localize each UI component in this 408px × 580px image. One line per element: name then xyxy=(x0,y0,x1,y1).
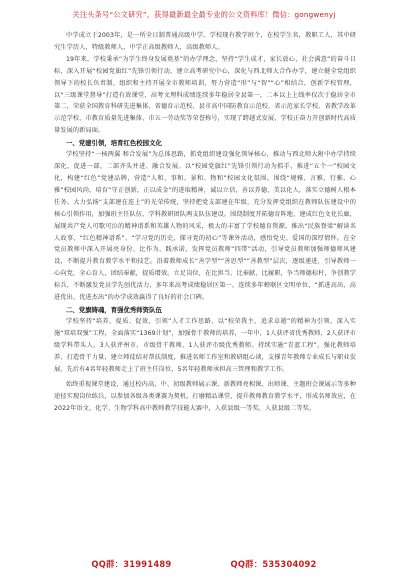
footer-contacts xyxy=(0,558,408,570)
paragraph-classroom: 始终重视课堂建设，通过校内高、中、初级教师展示课、新教师亮相课、出师课、主题班会课展示等多种途径实现岗位练兵，以参加各级各类课赛为契机，打磨精品课堂，提升教师教育教学水平，形成名师效应，在2022年语文、化学、生物学科高中教师教学技能大赛中，人获县级一等奖，人获县级二等奖， xyxy=(54,381,356,413)
promo-banner: 关注头条号“公文研究”，获得最新最全最专业的公文资料库！微信：gongwenyj xyxy=(72,10,336,19)
article-body xyxy=(54,30,356,415)
paragraph-party-building: 学校坚持“一核两翼 和合发展”为总体思路，抓党组织建设强化领导核心，推动与西北师大附中办学持续深化，促进一部、二部齐头并进、融合发展。以“校园党旗红”先锋引领行动为抓手，推进“五个一”校园文化，构建“红色”党建品牌，营造“人和、事和、景和、物和”校园文化氛围。围绕“境雅、言雅、行雅、心雅”校园风尚，培育“守正创新，正以成金”的进取精神，诚以立信，善以养德，美以化人，落实立德树人根本任务。大力弘扬“支部建在连上”的光荣传统，坚持把党支部建在年级，充分发挥党组织在教师队伍建设中的核心引领作用，加强班主任队伍、学科教研团队两支队伍建设。围绕制度开拓德育阵地，建成红色文化长廊，展现共产党人可歌可泣的精神谱系和英雄人物的风采，极大的丰富了学校德育资源。推出“民族脊梁”解读名人故事，“红色精神谱系”、“学习党的历史，探寻党的初心”等课外活动，感悟党史、爱国的深厚情怀。在全党员教师中深入开展亮身份、比作为、践承诺，发挥党员教师“四带”活动，引导党员教师加强师德师风建设，不断提升教育教学水平和技艺。沿着教师成长“善学型”“善思型”“善教型”层次，逐级递进，引导教师一心向党，全心育人，团结奉献，提质增效。立足岗位，在比担当、比奉献、比履职，争当师德标杆，争创教学标兵，不断激发党员学先创优活力，多年来高考成绩稳居区第一，连续多年蝉联区文明单位，“抓进高出、高进优出、优进杰出”的办学成效赢得了良好的社会口碑。 xyxy=(54,151,356,302)
qq-group-2: QQ群：535304092 xyxy=(230,559,317,569)
section-heading-2: 二、党旗铸魂，育强优秀师资队伍 xyxy=(66,305,162,314)
qq-group-1: QQ群：31991489 xyxy=(91,559,172,569)
paragraph-teacher-team: 学校坚持“培养、提质、促效、引领”人才工作思路，以“校荣我主，追求卓越”的精神为引领，深入实施“双培双强”工程，全面落实“1369计划”，加强骨干教师的培养，一年中，1人获评省优秀教师，2人获评市级学科带头人，3人获评州市、市级骨干教师，1人获评市级优秀教师。持续实施“青蓝工程”，强化教师培养，打造骨干力量，建立师徒结对帮扶制度，推进名师工作室和教研组心谈，支撑青年教师专业成长与职业发展，先后有4名年轻教师走上了班主任岗位，5名年轻教师承担高三管理和教学工作。 xyxy=(54,317,356,373)
paragraph-intro: 中学成立于2003年，是一所全日制普通高级中学。学校现有教学班个，在校学生名，教职工人，其中研究生学历人，特级教师人，中学正高级教师人，高级教师人。 xyxy=(54,32,356,51)
paragraph-history: 19年来，学校秉承“为学生终身发展奠基”的办学理念，坚持“学生成才，家长放心，社会满意”的奋斗目标，深入开展“校园党旗红”先锋引领行动，建立高考研究中心，深化与西北师大合作办学，建立健全党组织领导下的校长负责制，组织和主持开展全市教师培训，努力营造“形”与“智”“心”相结合，创新学校管理，以“三级课堂督导”打造有效课堂，高考文理科成绩连续多年稳居全县第一，二本以上上线率仅次于稳居全市第二，荣获全国教育科研先进集体、省德育示范校、县市高中国防教育示范校、省示范家长学校、省教学改革示范学校、市教育质量先进集体、市五一劳动奖等荣誉称号，实现了跨越式发展，学校正奋力开创新时代高质量发展的新局面。 xyxy=(54,55,356,135)
section-heading-1: 一、党建引领，培育红色校园文化 xyxy=(66,139,162,148)
